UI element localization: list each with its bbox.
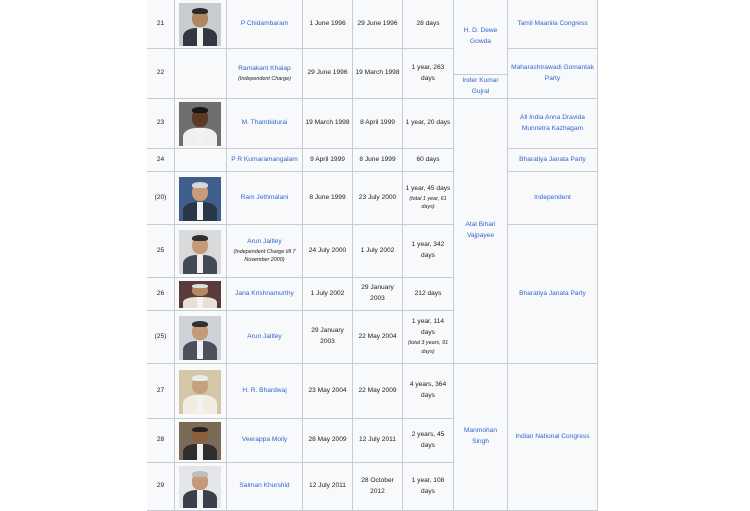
tenure-cell bbox=[403, 463, 454, 511]
portrait-shirt bbox=[197, 297, 204, 308]
cell-content bbox=[405, 380, 451, 402]
portrait-image[interactable] bbox=[179, 3, 221, 46]
party-link[interactable]: Indian National Congress bbox=[515, 432, 590, 440]
row-number bbox=[147, 99, 175, 149]
term-start-date: 28 May 2009 bbox=[308, 436, 347, 444]
row-number bbox=[147, 49, 175, 99]
minister-name-link[interactable]: P Chidambaram bbox=[240, 19, 289, 27]
tenure-length: 1 year, 263 days bbox=[411, 63, 445, 82]
portrait-cell bbox=[175, 149, 227, 172]
party-link[interactable]: Independent bbox=[534, 193, 571, 201]
term-start-cell bbox=[303, 364, 353, 419]
term-start-cell bbox=[303, 311, 353, 364]
row-number-text: 27 bbox=[156, 386, 165, 394]
cell-content bbox=[238, 64, 291, 84]
prime-minister-cell[interactable] bbox=[454, 75, 508, 99]
tenure-cell bbox=[403, 49, 454, 99]
portrait-image[interactable] bbox=[179, 102, 221, 146]
prime-minister-cell[interactable] bbox=[454, 99, 508, 364]
term-start-cell bbox=[303, 99, 353, 149]
term-end-cell bbox=[353, 311, 403, 364]
row-number-text: (20) bbox=[154, 193, 167, 201]
term-start-cell bbox=[303, 278, 353, 311]
portrait-image[interactable] bbox=[179, 466, 221, 508]
tenure-length: 1 year, 108 days bbox=[411, 476, 445, 495]
term-start-date: 12 July 2011 bbox=[309, 482, 346, 490]
tenure-cell bbox=[403, 0, 454, 49]
minister-name-link[interactable]: Arun Jaitley bbox=[247, 237, 282, 245]
row-number bbox=[147, 364, 175, 419]
term-start-date: 29 January 2003 bbox=[311, 327, 344, 345]
tenure-length: 4 years, 364 days bbox=[409, 381, 447, 399]
portrait-hair bbox=[192, 235, 209, 241]
minister-name-cell[interactable] bbox=[227, 311, 303, 364]
cell-content bbox=[235, 289, 294, 300]
tenure-cell bbox=[403, 99, 454, 149]
term-end-cell bbox=[353, 0, 403, 49]
term-start-date: 1 June 1996 bbox=[309, 19, 346, 27]
cell-content bbox=[405, 317, 451, 356]
portrait-hair bbox=[192, 375, 209, 381]
cell-content bbox=[239, 481, 289, 492]
tenure-length: 2 years, 45 days bbox=[411, 430, 445, 449]
party-cell[interactable] bbox=[508, 225, 598, 364]
cell-content bbox=[241, 19, 289, 30]
row-number-text: 23 bbox=[156, 119, 165, 127]
cell-content bbox=[534, 193, 571, 204]
term-end-date: 22 May 2004 bbox=[358, 332, 397, 340]
cell-content bbox=[242, 386, 286, 397]
party-cell[interactable] bbox=[508, 0, 598, 49]
cell-content bbox=[405, 430, 451, 452]
prime-minister-link[interactable]: H. D. Dewe Gowda bbox=[463, 27, 498, 45]
portrait-shirt bbox=[197, 202, 204, 220]
party-cell[interactable] bbox=[508, 172, 598, 225]
portrait-hair bbox=[192, 471, 209, 477]
portrait-hair bbox=[192, 8, 209, 14]
minister-name-note: (Independent Charge) bbox=[238, 75, 291, 82]
cell-content bbox=[461, 26, 501, 48]
party-link[interactable]: Tamil Maanila Congress bbox=[517, 19, 588, 27]
portrait-image[interactable] bbox=[179, 316, 221, 360]
portrait-hair bbox=[192, 321, 209, 327]
term-end-cell bbox=[353, 99, 403, 149]
portrait-hair bbox=[192, 182, 209, 188]
prime-minister-cell[interactable] bbox=[454, 364, 508, 511]
portrait-image[interactable] bbox=[179, 281, 221, 308]
cell-content bbox=[416, 155, 439, 166]
cell-content bbox=[515, 432, 589, 443]
term-end-cell bbox=[353, 419, 403, 463]
term-end-date: 8 June 1999 bbox=[359, 155, 396, 163]
minister-name-cell[interactable] bbox=[227, 99, 303, 149]
tenure-length: 28 days bbox=[416, 19, 440, 27]
row-number bbox=[147, 225, 175, 278]
portrait-cell bbox=[175, 49, 227, 99]
term-end-cell bbox=[353, 278, 403, 311]
cell-content bbox=[231, 155, 298, 166]
party-link[interactable]: Maharashtrawadi Gomantak Party bbox=[511, 63, 594, 82]
term-end-cell bbox=[353, 364, 403, 419]
portrait-hair bbox=[192, 107, 209, 113]
row-number-text: 22 bbox=[156, 69, 165, 77]
minister-name-cell[interactable] bbox=[227, 419, 303, 463]
minister-name-note: (Independent Charge till 7 November 2000) bbox=[233, 248, 296, 264]
tenure-length: 1 year, 20 days bbox=[405, 119, 451, 127]
tenure-cell bbox=[403, 225, 454, 278]
term-start-cell bbox=[303, 225, 353, 278]
tenure-total-note: (total 3 years, 91 days) bbox=[407, 340, 449, 355]
tenure-cell bbox=[403, 172, 454, 225]
minister-name-cell[interactable] bbox=[227, 172, 303, 225]
term-start-date: 1 July 2002 bbox=[310, 289, 345, 297]
term-end-date: 28 October 2012 bbox=[361, 476, 394, 495]
prime-minister-link[interactable]: Atal Bihari Vajpayee bbox=[465, 221, 496, 239]
portrait-shirt bbox=[197, 444, 204, 460]
cell-content bbox=[461, 220, 501, 242]
tenure-cell bbox=[403, 364, 454, 419]
minister-name-cell[interactable] bbox=[227, 149, 303, 172]
term-end-cell bbox=[353, 225, 403, 278]
term-start-date: 24 July 2000 bbox=[308, 246, 347, 254]
party-cell[interactable] bbox=[508, 364, 598, 511]
row-number-text: (25) bbox=[154, 332, 167, 340]
term-end-date: 23 July 2000 bbox=[358, 193, 397, 201]
cell-content bbox=[519, 289, 586, 300]
portrait-shirt bbox=[197, 395, 204, 413]
cell-content bbox=[461, 76, 501, 98]
row-number-text: 26 bbox=[156, 289, 165, 297]
portrait-image[interactable] bbox=[179, 177, 221, 221]
term-start-date: 8 June 1999 bbox=[309, 193, 346, 201]
portrait-hair bbox=[192, 427, 209, 432]
row-number bbox=[147, 0, 175, 49]
term-end-cell bbox=[353, 463, 403, 511]
minister-name-link[interactable]: H. R. Bhardwaj bbox=[242, 386, 287, 394]
term-end-date: 12 July 2011 bbox=[359, 436, 396, 444]
term-end-date: 29 January 2003 bbox=[361, 284, 394, 302]
term-end-cell bbox=[353, 172, 403, 225]
row-number bbox=[147, 149, 175, 172]
minister-name-link[interactable]: Ram Jethmalani bbox=[240, 193, 289, 201]
cell-content bbox=[461, 426, 501, 448]
minister-name-link[interactable]: Ramakant Khalap bbox=[238, 64, 291, 72]
tenure-cell bbox=[403, 419, 454, 463]
cell-content bbox=[519, 155, 586, 166]
minister-name-cell[interactable] bbox=[227, 0, 303, 49]
term-end-date: 29 June 1996 bbox=[357, 19, 398, 27]
minister-name-link[interactable]: M. Thambidurai bbox=[241, 119, 288, 127]
tenure-length: 1 year, 45 days bbox=[405, 184, 451, 192]
cell-content bbox=[511, 113, 595, 135]
cell-content bbox=[517, 19, 587, 30]
row-number bbox=[147, 311, 175, 364]
party-cell[interactable] bbox=[508, 149, 598, 172]
tenure-length: 212 days bbox=[414, 289, 442, 297]
row-number bbox=[147, 419, 175, 463]
term-start-cell bbox=[303, 149, 353, 172]
tenure-total-note: (total 1 year, 61 days) bbox=[409, 195, 447, 211]
minister-name-cell[interactable] bbox=[227, 278, 303, 311]
tenure-cell bbox=[403, 278, 454, 311]
minister-name-cell[interactable] bbox=[227, 49, 303, 99]
prime-minister-cell[interactable] bbox=[454, 0, 508, 75]
term-start-cell bbox=[303, 463, 353, 511]
party-cell[interactable] bbox=[508, 49, 598, 99]
portrait-shirt bbox=[197, 28, 204, 46]
row-number-text: 21 bbox=[156, 19, 165, 27]
cell-content bbox=[405, 476, 451, 498]
cell-content bbox=[247, 332, 281, 343]
minister-name-cell[interactable] bbox=[227, 225, 303, 278]
party-link[interactable]: Bharatiya Janata Party bbox=[519, 155, 586, 163]
cell-content bbox=[242, 118, 288, 129]
party-link[interactable]: Bharatiya Janata Party bbox=[519, 289, 586, 297]
portrait-shirt bbox=[197, 128, 204, 146]
portrait-hair bbox=[192, 284, 209, 288]
minister-name-cell[interactable] bbox=[227, 463, 303, 511]
tenure-cell bbox=[403, 149, 454, 172]
term-end-date: 1 July 2002 bbox=[360, 246, 395, 254]
row-number bbox=[147, 463, 175, 511]
minister-name-link[interactable]: Salman Khurshid bbox=[239, 482, 290, 490]
minister-name-link[interactable]: Veerappa Moily bbox=[241, 436, 288, 444]
minister-name-link[interactable]: Arun Jaitley bbox=[247, 332, 282, 340]
party-link[interactable]: All India Anna Dravida Munnetra Kazhagam bbox=[520, 113, 585, 132]
party-cell[interactable] bbox=[508, 99, 598, 149]
portrait-image[interactable] bbox=[179, 230, 221, 274]
prime-minister-link[interactable]: Inder Kumar Gujral bbox=[462, 76, 499, 95]
portrait-shirt bbox=[197, 341, 204, 359]
cell-content bbox=[415, 289, 442, 300]
row-number-text: 29 bbox=[156, 482, 165, 490]
minister-name-link[interactable]: P R Kumaramangalam bbox=[231, 155, 298, 163]
portrait-image[interactable] bbox=[179, 422, 221, 460]
term-start-date: 19 March 1998 bbox=[305, 119, 350, 127]
row-number bbox=[147, 278, 175, 311]
cell-content bbox=[405, 63, 451, 85]
term-end-cell bbox=[353, 149, 403, 172]
portrait-shirt bbox=[197, 255, 204, 273]
cell-content bbox=[242, 435, 287, 446]
cell-content bbox=[405, 240, 451, 262]
row-number-text: 25 bbox=[156, 246, 165, 254]
tenure-cell bbox=[403, 311, 454, 364]
prime-minister-link[interactable]: Manmohan Singh bbox=[464, 427, 497, 445]
term-start-cell bbox=[303, 419, 353, 463]
term-end-date: 8 April 1999 bbox=[360, 119, 395, 127]
tenure-length: 1 year, 342 days bbox=[411, 241, 445, 259]
tenure-length: 60 days bbox=[416, 155, 440, 163]
term-start-date: 29 June 1996 bbox=[307, 69, 348, 77]
cell-content bbox=[229, 237, 300, 265]
minister-name-link[interactable]: Jana Krishnamurthy bbox=[235, 289, 294, 297]
tenure-length: 1 year, 114 days bbox=[411, 318, 445, 337]
term-start-date: 9 April 1999 bbox=[310, 155, 345, 163]
term-start-cell bbox=[303, 172, 353, 225]
row-number-text: 24 bbox=[156, 155, 165, 163]
portrait-shirt bbox=[197, 490, 204, 508]
term-end-cell bbox=[353, 49, 403, 99]
cell-content bbox=[241, 193, 289, 204]
term-end-date: 19 March 1998 bbox=[355, 69, 400, 77]
portrait-image[interactable] bbox=[179, 370, 221, 414]
cell-content bbox=[406, 118, 451, 129]
term-start-cell bbox=[303, 49, 353, 99]
row-number bbox=[147, 172, 175, 225]
cell-content bbox=[405, 184, 451, 212]
term-start-cell bbox=[303, 0, 353, 49]
cell-content bbox=[511, 63, 595, 85]
cell-content bbox=[416, 19, 439, 30]
term-end-date: 22 May 2009 bbox=[358, 386, 397, 394]
term-start-date: 23 May 2004 bbox=[308, 386, 347, 394]
minister-name-cell[interactable] bbox=[227, 364, 303, 419]
row-number-text: 28 bbox=[156, 436, 165, 444]
